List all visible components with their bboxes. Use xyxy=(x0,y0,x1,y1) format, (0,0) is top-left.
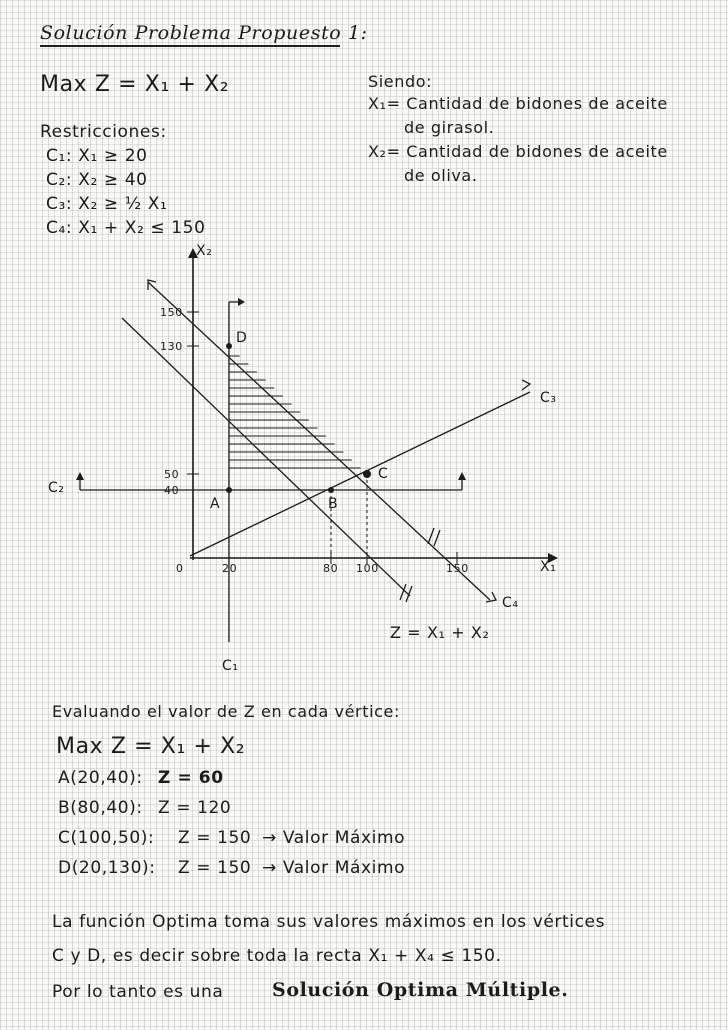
definition-x2-cont: de oliva. xyxy=(404,166,478,185)
eval-point-a: A(20,40): xyxy=(58,768,143,788)
restriction-c1: C₁: X₁ ≥ 20 xyxy=(46,146,148,166)
page-title: Solución Problema Propuesto 1: xyxy=(40,22,368,44)
line-label-c4: C₄ xyxy=(502,595,519,611)
eval-value-d: Z = 150 xyxy=(178,858,252,878)
y-tick-50: 50 xyxy=(164,468,180,481)
restriction-c4: C₄: X₁ + X₂ ≤ 150 xyxy=(46,218,206,238)
definitions-header: Siendo: xyxy=(368,72,433,91)
conclusion-line-2: C y D, es decir sobre toda la recta X₁ + X₄ ≤ 150. xyxy=(52,946,502,966)
x-tick-100: 100 xyxy=(356,562,379,575)
feasible-region xyxy=(229,346,367,474)
objective-line-label: Z = X₁ + X₂ xyxy=(390,623,490,642)
line-label-c2: C₂ xyxy=(48,480,65,496)
constraint-line-c4 xyxy=(148,282,490,600)
y-tick-130: 130 xyxy=(160,340,183,353)
restriction-c3: C₃: X₂ ≥ ½ X₁ xyxy=(46,194,168,214)
line-label-c3: C₃ xyxy=(540,390,557,406)
conclusion-line-3-prefix: Por lo tanto es una xyxy=(52,982,224,1002)
objective-function: Max Z = X₁ + X₂ xyxy=(40,72,230,97)
conclusion-line-3-bold: Solución Optima Múltiple. xyxy=(272,979,569,1001)
x-tick-80: 80 xyxy=(323,562,339,575)
evaluation-header: Evaluando el valor de Z en cada vértice: xyxy=(52,702,400,721)
evaluation-objective: Max Z = X₁ + X₂ xyxy=(56,734,246,759)
y-tick-150: 150 xyxy=(160,306,183,319)
restrictions-header: Restricciones: xyxy=(40,122,167,142)
line-label-c1: C₁ xyxy=(222,658,239,674)
vertex-label-a: A xyxy=(210,496,221,512)
x-tick-20: 20 xyxy=(222,562,238,575)
x2-axis-label: X₂ xyxy=(196,243,213,259)
eval-value-a: Z = 60 xyxy=(158,768,224,788)
eval-note-d: → Valor Máximo xyxy=(262,858,406,878)
y-tick-40: 40 xyxy=(164,484,180,497)
eval-point-c: C(100,50): xyxy=(58,828,155,848)
eval-value-c: Z = 150 xyxy=(178,828,252,848)
eval-value-b: Z = 120 xyxy=(158,798,232,818)
vertex-label-d: D xyxy=(236,330,248,346)
vertex-label-c: C xyxy=(378,466,389,482)
origin-label: 0 xyxy=(176,562,184,575)
definition-x1-cont: de girasol. xyxy=(404,118,495,137)
eval-point-b: B(80,40): xyxy=(58,798,143,818)
x1-axis-label: X₁ xyxy=(540,559,557,575)
vertex-d xyxy=(226,343,232,349)
x-tick-150: 150 xyxy=(446,562,469,575)
definition-x2: X₂= Cantidad de bidones de aceite xyxy=(368,142,668,161)
vertex-label-b: B xyxy=(328,496,339,512)
conclusion-line-1: La función Optima toma sus valores máximos en los vértices xyxy=(52,912,606,932)
vertex-a xyxy=(226,487,232,493)
eval-point-d: D(20,130): xyxy=(58,858,156,878)
definition-x1: X₁= Cantidad de bidones de aceite xyxy=(368,94,668,113)
eval-note-c: → Valor Máximo xyxy=(262,828,406,848)
restriction-c2: C₂: X₂ ≥ 40 xyxy=(46,170,148,190)
